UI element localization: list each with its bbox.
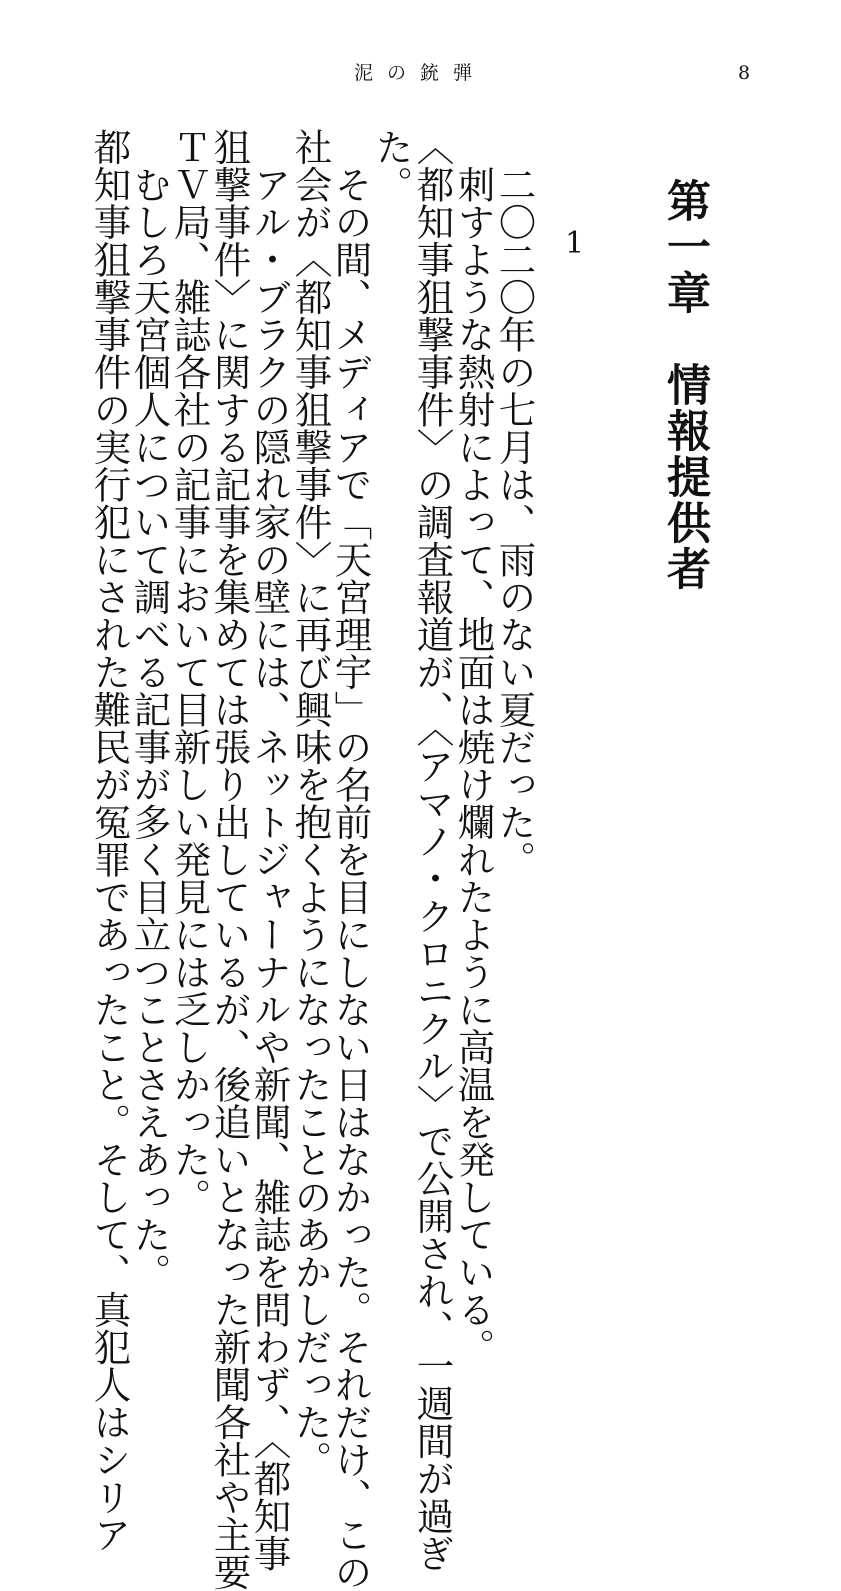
text-column: 社会が〈都知事狙撃事件〉に再び興味を抱くようになったことのあかしだった。 [288, 128, 333, 1478]
chapter-title: 第一章 情報提供者 [659, 178, 710, 592]
text-column: むしろ天宮個人について調べる記事が多く目立つことさえあった。 [127, 128, 172, 1291]
page-number: 8 [738, 62, 751, 84]
text-column: 二〇二〇年の七月は、雨のない夏だった。 [492, 128, 537, 878]
text-column: 刺すような熱射によって、地面は焼け爛れたように高温を発している。 [451, 128, 496, 1366]
text-column: アル・ブラクの隠れ家の壁には、ネットジャーナルや新聞、雑誌を問わず、〈都知事 [247, 128, 292, 1572]
text-column: その間、メディアで「天宮理宇」の名前を目にしない日はなかった。それだけ、この [328, 128, 373, 1591]
running-header-title: 泥の銃弾 [353, 62, 486, 84]
text-column: 〈都知事狙撃事件〉の調査報道が、〈アマノ・クロニクル〉で公開され、一週間が過ぎ [410, 128, 455, 1572]
text-column: 狙撃事件〉に関する記事を集めては張り出しているが、後追いとなった新聞各社や主要 [207, 128, 252, 1591]
section-number: 1 [565, 226, 585, 261]
text-column: 都知事狙撃事件の実行犯にされた難民が冤罪であったこと。そして、真犯人はシリア [87, 128, 132, 1553]
text-column: ＴＶ局、雑誌各社の記事において目新しい発見には乏しかった。 [167, 128, 212, 1216]
text-column: た。 [369, 128, 414, 203]
